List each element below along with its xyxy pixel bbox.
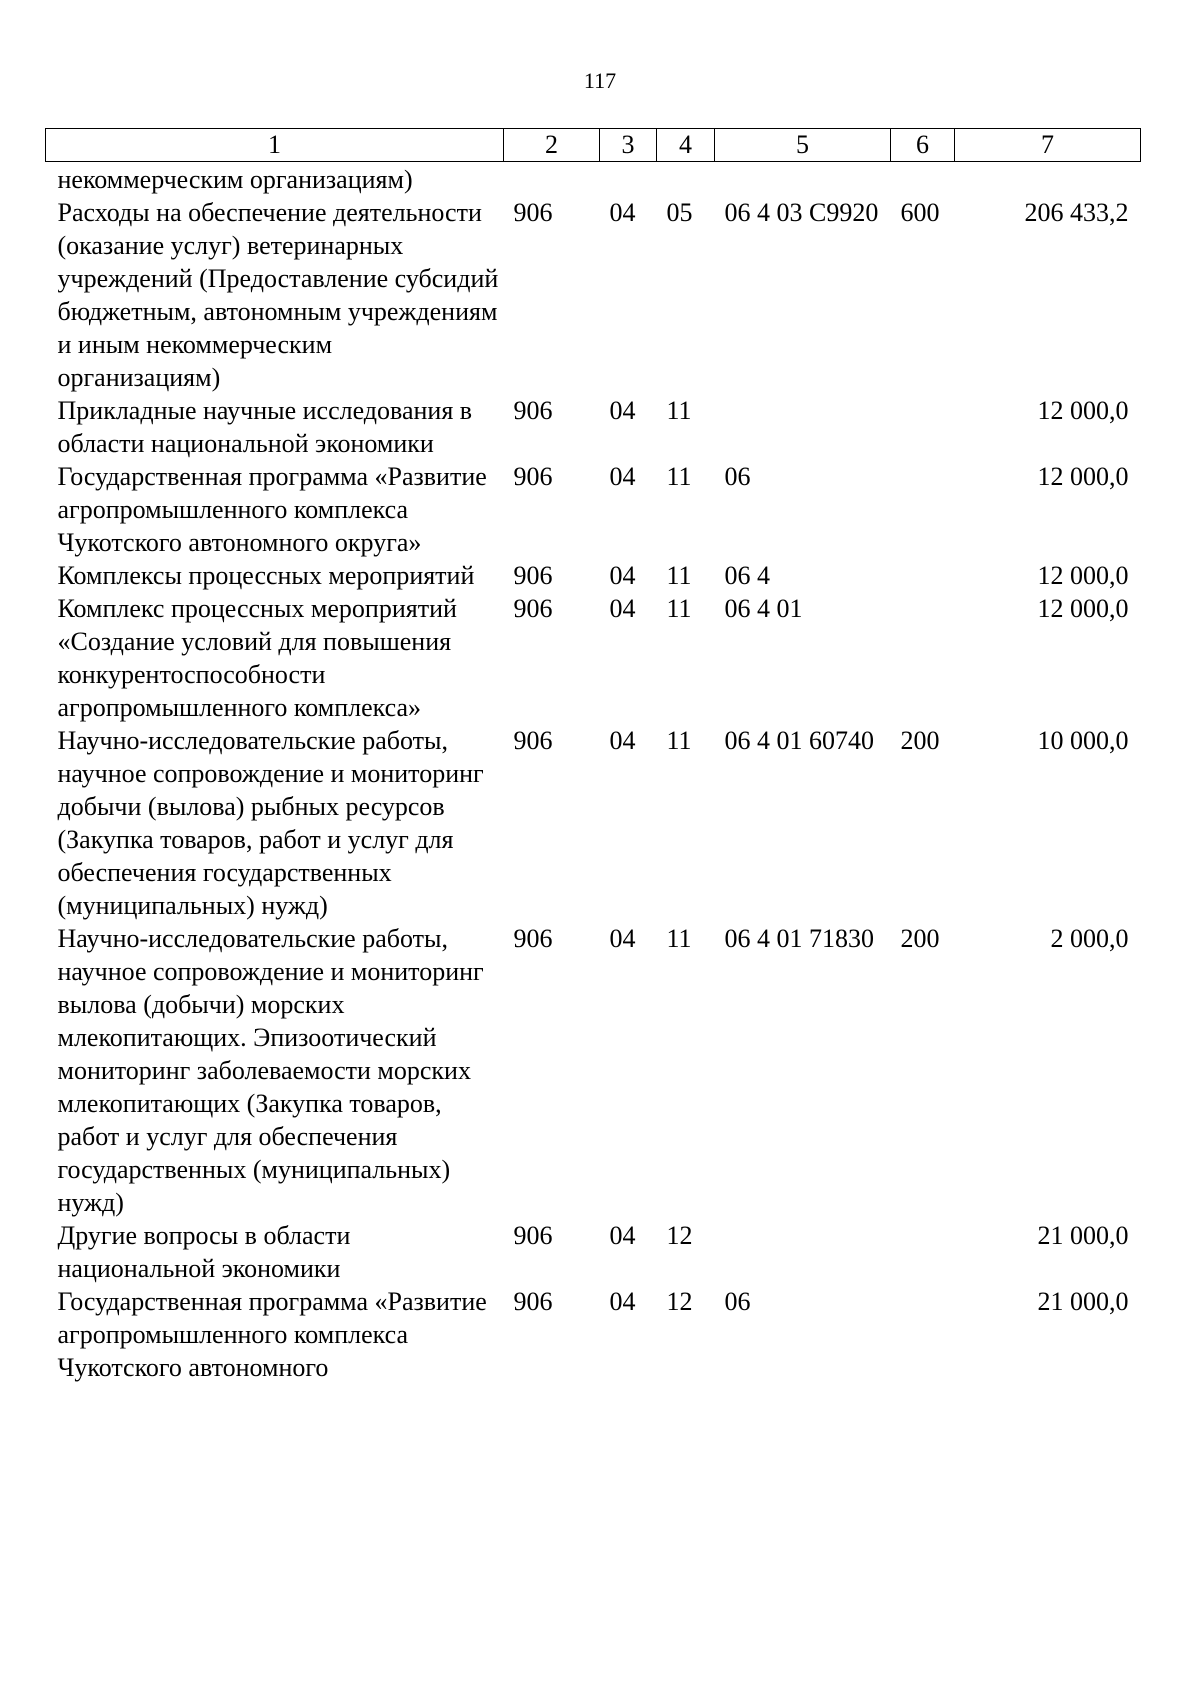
cell-target-article: 06 [724, 1287, 751, 1316]
cell-target-article: 06 4 01 60740 [724, 726, 874, 755]
cell-target-article: 06 4 03 С9920 [724, 198, 879, 227]
cell-expense-type [891, 592, 955, 724]
cell-ministry-code [504, 162, 600, 197]
cell-target-article: 06 4 [724, 561, 770, 590]
cell-subsection: 11 [666, 924, 692, 953]
cell-amount: 206 433,2 [1024, 198, 1129, 227]
row-description: Расходы на обеспечение деятельности (оказание услуг) ветеринарных учреждений (Предоставление субсидий бюджетным, автономным учреждениям и иным некоммерческим организациям) [57, 198, 499, 392]
cell-expense-type: 200 [900, 726, 940, 755]
cell-amount [955, 162, 1141, 197]
table-row [46, 196, 1141, 394]
cell-target-article [715, 1219, 891, 1285]
cell-ministry-code: 906 [513, 1221, 553, 1250]
cell-amount: 21 000,0 [1037, 1287, 1129, 1316]
cell-subsection: 11 [666, 561, 692, 590]
table-row [46, 394, 1141, 460]
column-header: 5 [715, 129, 891, 162]
cell-section: 04 [609, 594, 636, 623]
cell-target-article [715, 394, 891, 460]
cell-expense-type [891, 162, 955, 197]
cell-amount: 12 000,0 [1037, 462, 1129, 491]
cell-expense-type: 200 [900, 924, 940, 953]
cell-section [600, 162, 657, 197]
cell-ministry-code: 906 [513, 924, 553, 953]
cell-section: 04 [609, 726, 636, 755]
table-header-row [46, 129, 1141, 162]
cell-amount: 10 000,0 [1037, 726, 1129, 755]
column-header: 7 [955, 129, 1141, 162]
row-description: Научно-исследовательские работы, научное сопровождение и мониторинг добычи (вылова) рыбных ресурсов (Закупка товаров, работ и услуг для обеспечения государственных (муниципальных) нужд) [57, 726, 484, 920]
cell-section: 04 [609, 1221, 636, 1250]
table-row [46, 592, 1141, 724]
cell-subsection [657, 162, 715, 197]
table-row [46, 460, 1141, 559]
column-header: 3 [600, 129, 657, 162]
column-header: 6 [891, 129, 955, 162]
cell-ministry-code: 906 [513, 198, 553, 227]
cell-subsection: 05 [666, 198, 693, 227]
cell-amount: 12 000,0 [1037, 396, 1129, 425]
cell-subsection: 11 [666, 726, 692, 755]
cell-ministry-code: 906 [513, 594, 553, 623]
column-header: 1 [46, 129, 504, 162]
cell-ministry-code: 906 [513, 462, 553, 491]
cell-subsection: 11 [666, 462, 692, 491]
cell-section: 04 [609, 198, 636, 227]
cell-section: 04 [609, 462, 636, 491]
table-row [46, 724, 1141, 922]
cell-section: 04 [609, 1287, 636, 1316]
cell-section: 04 [609, 396, 636, 425]
table-row [46, 559, 1141, 592]
cell-target-article: 06 4 01 71830 [724, 924, 874, 953]
cell-expense-type [891, 559, 955, 592]
cell-amount: 21 000,0 [1037, 1221, 1129, 1250]
cell-target-article [715, 162, 891, 197]
cell-ministry-code: 906 [513, 396, 553, 425]
cell-target-article: 06 [724, 462, 751, 491]
row-description: некоммерческим организациям) [57, 165, 413, 194]
cell-subsection: 11 [666, 594, 692, 623]
cell-subsection: 12 [666, 1221, 693, 1250]
cell-expense-type [891, 394, 955, 460]
cell-subsection: 11 [666, 396, 692, 425]
table-row [46, 1285, 1141, 1384]
cell-target-article: 06 4 01 [724, 594, 803, 623]
row-description: Комплекс процессных мероприятий «Создание условий для повышения конкурентоспособности агропромышленного комплекса» [57, 594, 457, 722]
row-description: Комплексы процессных мероприятий [57, 561, 475, 590]
table-row [46, 922, 1141, 1219]
column-header: 4 [657, 129, 715, 162]
cell-ministry-code: 906 [513, 561, 553, 590]
row-description: Государственная программа «Развитие агропромышленного комплекса Чукотского автономного [57, 1287, 487, 1382]
cell-expense-type: 600 [900, 198, 940, 227]
cell-amount: 2 000,0 [1050, 924, 1129, 953]
cell-section: 04 [609, 561, 636, 590]
table-row [46, 1219, 1141, 1285]
cell-expense-type [891, 1285, 955, 1384]
table-row [46, 162, 1141, 197]
row-description: Государственная программа «Развитие агропромышленного комплекса Чукотского автономного округа» [57, 462, 487, 557]
row-description: Научно-исследовательские работы, научное сопровождение и мониторинг вылова (добычи) морских млекопитающих. Эпизоотический мониторинг заболеваемости морских млекопитающих (Закупка товаров, работ и услуг для обеспечения государственных (муниципальных) нужд) [57, 924, 484, 1217]
cell-amount: 12 000,0 [1037, 561, 1129, 590]
cell-ministry-code: 906 [513, 1287, 553, 1316]
cell-subsection: 12 [666, 1287, 693, 1316]
cell-amount: 12 000,0 [1037, 594, 1129, 623]
budget-table [45, 128, 1141, 1384]
cell-section: 04 [609, 924, 636, 953]
row-description: Другие вопросы в области национальной экономики [57, 1221, 351, 1283]
cell-expense-type [891, 1219, 955, 1285]
cell-ministry-code: 906 [513, 726, 553, 755]
row-description: Прикладные научные исследования в области национальной экономики [57, 396, 473, 458]
page-number: 117 [583, 68, 617, 93]
column-header: 2 [504, 129, 600, 162]
cell-expense-type [891, 460, 955, 559]
